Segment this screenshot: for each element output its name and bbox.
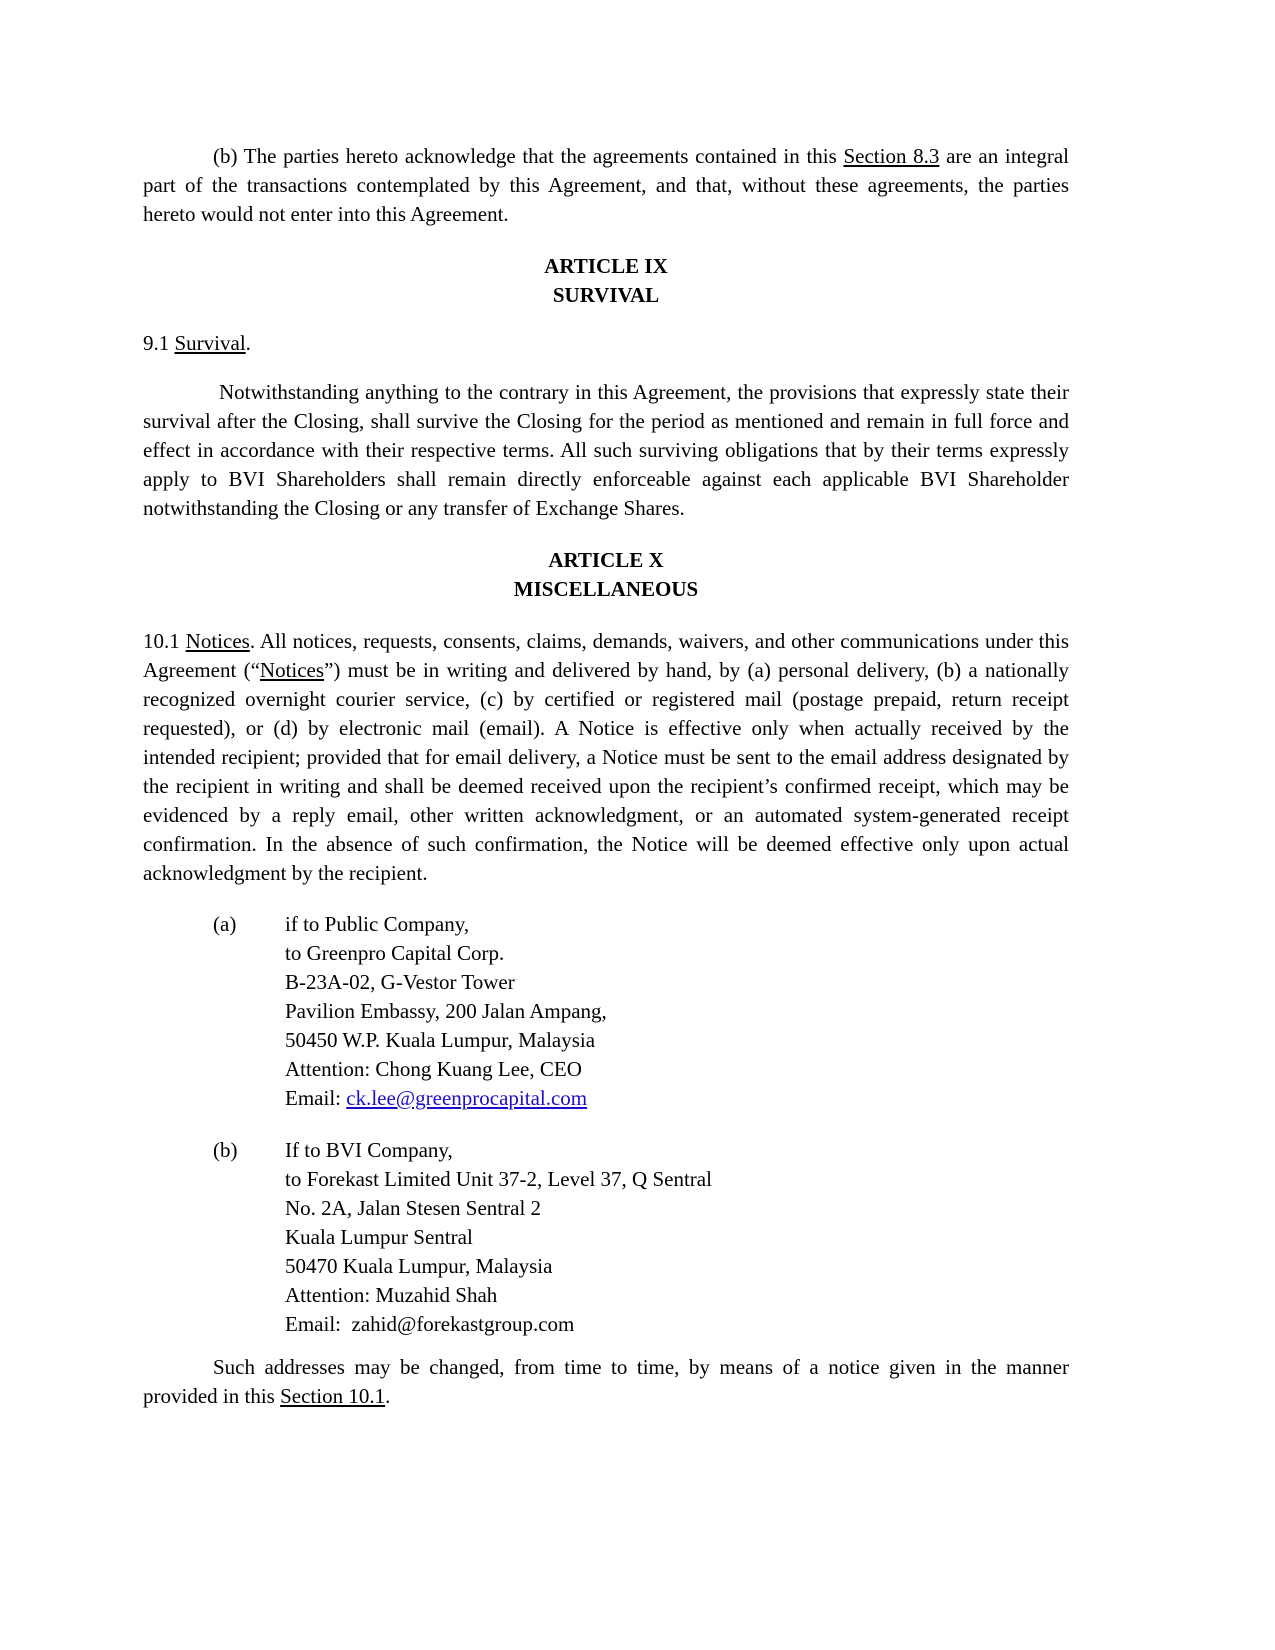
address-line: Attention: Chong Kuang Lee, CEO [285, 1057, 582, 1081]
article-subtitle: MISCELLANEOUS [513, 577, 699, 601]
section-heading: Survival [174, 331, 246, 355]
email-text: zahid@forekastgroup.com [351, 1312, 575, 1336]
section-8-3-reference: Section 8.3 [843, 144, 940, 168]
address-line: Kuala Lumpur Sentral [285, 1225, 473, 1249]
closing-paragraph [143, 1353, 1069, 1411]
email-line [285, 1310, 712, 1339]
email-label: Email: [285, 1312, 352, 1336]
address-line: to Forekast Limited Unit 37-2, Level 37, Q Sentral [285, 1167, 712, 1191]
address-line: Pavilion Embassy, 200 Jalan Ampang, [285, 999, 607, 1023]
article-subtitle: SURVIVAL [552, 283, 660, 307]
address-line: B-23A-02, G-Vestor Tower [285, 970, 515, 994]
article-ix-heading [143, 252, 1069, 310]
address-label: (b) [213, 1138, 238, 1162]
address-line: 50450 W.P. Kuala Lumpur, Malaysia [285, 1028, 596, 1052]
section-number: 9.1 [143, 331, 175, 355]
email-link[interactable]: ck.lee@greenprocapital.com [346, 1086, 588, 1110]
article-title: ARTICLE X [548, 548, 664, 572]
article-title: ARTICLE IX [544, 254, 668, 278]
text: ”) must be in writing and delivered by hand, by (a) personal delivery, (b) a nationally recognized overnight courier service, (c) by certified or registered mail (postage prepaid, return receipt requested), or (d) by electronic mail (email). A Notice is effective only when actually received by the intended recipient; provided that for email delivery, a Notice must be sent to the email address designated by the recipient in writing and shall be deemed received upon the recipient’s confirmed receipt, which may be evidenced by a reply email, other written acknowledgment, or an automated system-generated receipt confirmation. In the absence of such confirmation, the Notice will be deemed effective only upon actual acknowledgment by the recipient. [143, 658, 1069, 885]
text: Notwithstanding anything to the contrary in this Agreement, the provisions that expressly state their survival after the Closing, shall survive the Closing for the period as mentioned and remain in full force and effect in accordance with their respective terms. All such surviving obligations that by their terms expressly apply to BVI Shareholders shall remain directly enforceable against each applicable BVI Shareholder notwithstanding the Closing or any transfer of Exchange Shares. [143, 380, 1069, 520]
address-line: if to Public Company, [285, 912, 470, 936]
address-line: to Greenpro Capital Corp. [285, 941, 505, 965]
article-x-heading [143, 546, 1069, 604]
email-line [285, 1084, 607, 1113]
text: are an integral part of the transactions contemplated by this Agreement, and that, without these agreements, the parties hereto would not enter into this Agreement. [143, 144, 1070, 226]
email-label: Email: [285, 1086, 347, 1110]
paragraph-8-3-b [143, 142, 1069, 229]
address-label: (a) [213, 912, 237, 936]
text: (b) The parties hereto acknowledge that the agreements contained in this [213, 144, 844, 168]
text: Such addresses may be changed, from time to time, by means of a notice given in the manner provided in this [143, 1355, 1069, 1408]
address-line: 50470 Kuala Lumpur, Malaysia [285, 1254, 553, 1278]
section-number: 10.1 [143, 629, 186, 653]
address-line: If to BVI Company, [285, 1138, 453, 1162]
section-9-1-heading [143, 329, 1069, 358]
defined-term: Notices [259, 658, 325, 682]
address-line: No. 2A, Jalan Stesen Sentral 2 [285, 1196, 542, 1220]
section-heading: Notices [185, 629, 250, 653]
text: . [385, 1384, 391, 1408]
address-line: Attention: Muzahid Shah [285, 1283, 498, 1307]
section-10-1-body [143, 627, 1069, 888]
text: . [245, 331, 251, 355]
section-10-1-reference: Section 10.1 [280, 1384, 386, 1408]
section-9-1-body [143, 378, 1069, 523]
text: . All notices, requests, consents, claims, demands, waivers, and other communications under this Agreement (“ [143, 629, 1070, 682]
